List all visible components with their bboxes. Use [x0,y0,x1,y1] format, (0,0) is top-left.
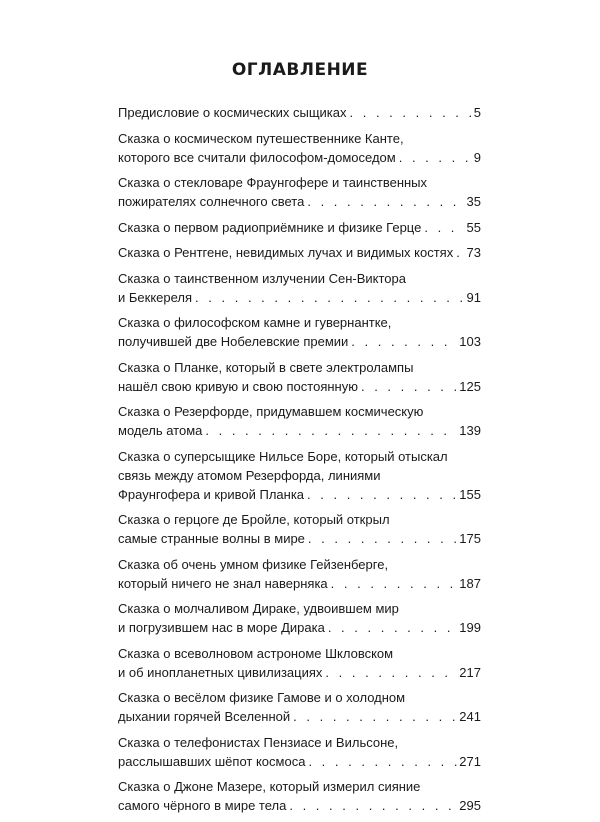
toc-entry[interactable] [118,510,481,548]
toc-page-number: 139 [459,423,481,438]
page-title: ОГЛАВЛЕНИЕ [231,60,369,80]
toc-entry-title: нашёл свою кривую и свою постоянную [118,378,358,394]
toc-page-number: 187 [459,575,481,591]
dot-leader [424,218,464,237]
toc-entry-line [118,618,481,637]
toc-entry-title: Сказка об очень умном физике Гейзенберге, [118,556,389,572]
dot-leader [361,377,457,396]
toc-page-number: 155 [459,486,481,502]
dot-leader [308,529,457,548]
toc-page-number: 271 [459,753,481,769]
dot-leader [307,192,464,211]
dot-leader [328,618,457,637]
toc-entry-title: Сказка о молчаливом Дираке, удвоившем мир [118,601,399,616]
toc-entry-line [118,218,481,237]
toc-entry-title: связь между атомом Резерфорда, линиями [118,467,381,483]
toc-entry-line [118,510,481,529]
dot-leader [456,243,464,262]
toc-entry[interactable] [118,103,481,122]
toc-entry-title: самого чёрного в мире тела [118,798,287,813]
toc-entry-title: Сказка о Резерфорде, придумавшем космическую [118,404,424,419]
toc-page-number: 91 [466,289,481,305]
toc-entry-title: модель атома [118,423,203,438]
toc-entry-title: получившей две Нобелевские премии [118,334,349,349]
toc-entry[interactable] [118,358,481,396]
toc-entry-line [118,269,481,288]
toc-entry-title: Сказка о весёлом физике Гамове и о холодном [118,690,406,705]
toc-entry-title: дыхании горячей Вселенной [118,709,291,724]
dot-leader [293,707,457,726]
toc-entry-line [118,733,481,752]
toc-entry-line [118,243,481,262]
toc-entry-line [118,332,481,351]
toc-entry-line [118,663,481,682]
toc-entry-title: Фраунгофера и кривой Планка [118,486,305,502]
toc-entry-line [118,688,481,707]
toc-entry-title: которого все считали философом-домоседом [118,149,396,165]
toc-entry[interactable] [118,777,481,815]
toc-entry-title: самые странные волны в мире [118,531,305,546]
toc-entry-line [118,796,481,815]
toc-entry-line [118,447,481,466]
toc-page-number: 295 [459,798,481,813]
toc-entry-title: который ничего не знал наверняка [118,575,328,591]
dot-leader [205,421,457,440]
toc-entry[interactable] [118,173,481,211]
toc-entry-line [118,707,481,726]
toc-page-number: 217 [459,664,481,680]
toc-page-number: 175 [459,531,481,546]
toc-entry-line [118,574,481,593]
toc-entry-title: Сказка о философском камне и гувернантке, [118,315,392,330]
toc-entry-title: Сказка о первом радиоприёмнике и физике Герце [118,219,422,235]
toc-entry-line [118,402,481,421]
toc-page-number: 199 [459,620,481,635]
toc-entry[interactable] [118,733,481,771]
toc-entry-title: Сказка о Рентгене, невидимых лучах и видимых костях [118,245,454,260]
toc-entry[interactable] [118,313,481,351]
toc-entry-title: Сказка о герцоге де Бройле, который открыл [118,512,390,527]
toc-entry-line [118,466,481,485]
dot-leader [331,574,458,593]
toc-entry-title: пожирателях солнечного света [118,194,305,209]
toc-entry-title: и Беккереля [118,289,193,305]
toc-entry[interactable] [118,129,481,167]
dot-leader [351,332,457,351]
toc-entry[interactable] [118,555,481,593]
toc-entry-title: Предисловие о космических сыщиках [118,105,347,120]
toc-entry-title: и погрузившем нас в море Дирака [118,620,325,635]
toc-entry-line [118,129,481,148]
toc-entry-title: Сказка о таинственном излучении Сен-Виктора [118,270,406,286]
toc-entry[interactable] [118,269,481,307]
dot-leader [289,796,457,815]
toc-entry[interactable] [118,243,481,262]
dot-leader [399,148,472,167]
toc-entry-title: Сказка о телефонистах Пензиасе и Вильсоне, [118,734,399,750]
toc-entry-line [118,485,481,504]
toc-entry-line [118,599,481,618]
toc-entry-title: Сказка о космическом путешественнике Канте, [118,130,404,146]
toc-entry[interactable] [118,599,481,637]
toc-page-number: 103 [459,334,481,349]
dot-leader [308,752,457,771]
toc-entry[interactable] [118,402,481,440]
toc-entry-line [118,173,481,192]
toc-entry-title: Сказка о Джоне Мазере, который измерил сияние [118,779,421,794]
toc-page-number: 5 [473,105,481,120]
table-of-contents [118,103,481,822]
toc-entry-line [118,421,481,440]
dot-leader [325,663,457,682]
toc-entry-line [118,644,481,663]
toc-page-number: 9 [473,149,481,165]
toc-page-number: 35 [466,194,481,209]
toc-entry-title: Сказка о стекловаре Фраунгофере и таинственных [118,175,428,190]
toc-entry-line [118,358,481,377]
toc-page-number: 241 [459,709,481,724]
toc-entry-title: и об инопланетных цивилизациях [118,664,323,680]
dot-leader [195,288,464,307]
toc-page-number: 125 [459,378,481,394]
toc-page-number: 73 [466,245,481,260]
dot-leader [350,103,472,122]
toc-page-number: 55 [466,219,481,235]
toc-entry-title: Сказка о Планке, который в свете электролампы [118,359,414,375]
toc-entry-line [118,377,481,396]
toc-entry-line [118,777,481,796]
toc-entry-line [118,288,481,307]
toc-entry-line [118,752,481,771]
toc-entry-line [118,148,481,167]
toc-entry-line [118,555,481,574]
toc-entry-title: Сказка о всеволновом астрономе Шкловском [118,645,394,661]
toc-entry-line [118,313,481,332]
toc-entry-line [118,103,481,122]
dot-leader [307,485,457,504]
toc-entry-line [118,192,481,211]
toc-entry-title: Сказка о суперсыщике Нильсе Боре, который отыскал [118,448,448,464]
toc-entry[interactable] [118,644,481,682]
toc-entry-title: расслышавших шёпот космоса [118,753,306,769]
toc-entry[interactable] [118,218,481,237]
toc-entry[interactable] [118,688,481,726]
toc-entry-line [118,529,481,548]
toc-entry[interactable] [118,447,481,504]
